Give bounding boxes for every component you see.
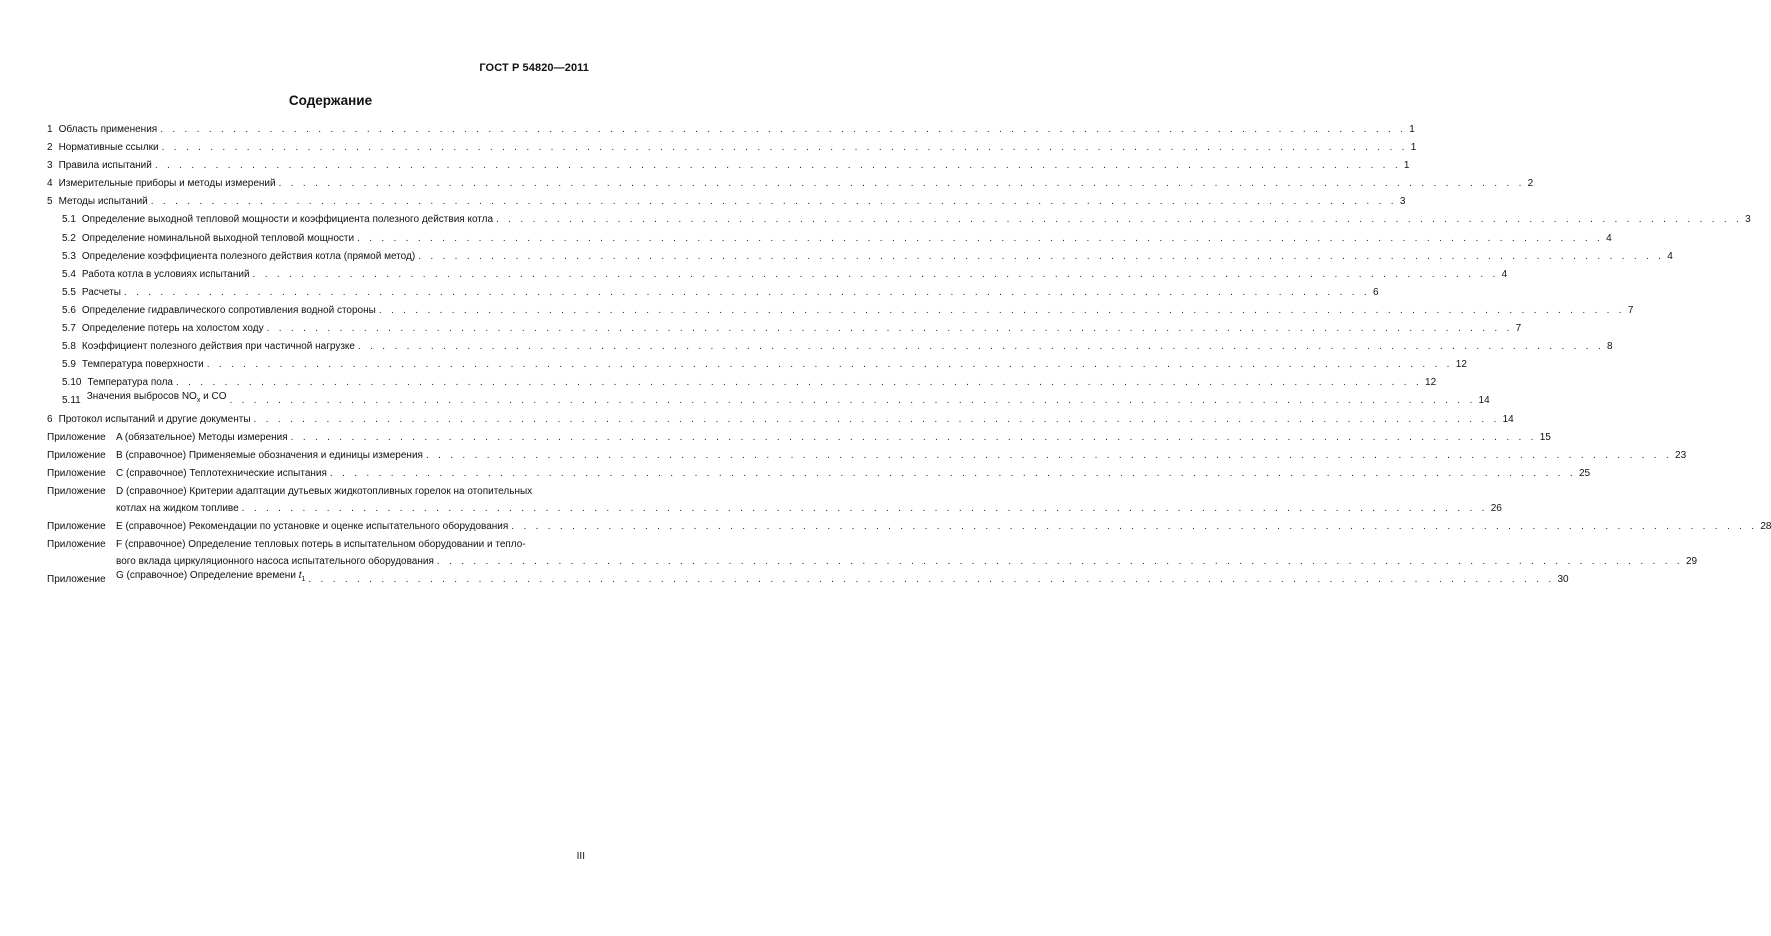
toc-entry-number: 2 [47,142,53,154]
table-of-contents [47,124,1771,592]
toc-entry[interactable] [47,250,1673,263]
appendix-entry[interactable] [47,431,1551,444]
toc-entry-title: Коэффициент полезного действия при частичной нагрузке [81,341,355,353]
toc-entry-number: 5.9 [62,359,76,371]
toc-entry-number: 5.4 [62,268,76,280]
toc-entry-page: 7 [1627,304,1634,316]
toc-entry-page: 1 [1403,160,1410,172]
toc-entry[interactable] [47,160,1410,172]
appendix-label: Приложение [47,431,106,443]
appendix-page: 29 [1685,556,1698,568]
toc-entry-title: Область применения [58,124,158,135]
toc-entry-number: 6 [47,413,53,425]
toc-entry-number: 5.8 [62,341,76,353]
dot-leader [437,556,1683,568]
toc-entry-title: Протокол испытаний и другие документы [58,413,251,425]
toc-entry-page: 4 [1667,250,1673,262]
appendix-label: Приложение [47,539,106,551]
toc-entry-number: 5 [47,196,53,208]
document-code: ГОСТ Р 54820—2011 [479,62,589,74]
toc-entry-page: 3 [1399,196,1406,208]
toc-entry-number: 5.3 [62,250,76,262]
toc-entry-title: Определение потерь на холостом ходу [81,323,264,335]
toc-entry-title: Правила испытаний [58,160,152,172]
toc-entry-page: 12 [1425,377,1437,389]
appendix-page: 25 [1578,467,1591,479]
toc-entry-title: Методы испытаний [58,196,148,208]
dot-leader [253,269,1499,281]
page-title: Содержание [288,93,373,108]
dot-leader [279,178,1525,190]
dot-leader [242,503,1488,515]
toc-entry-page: 14 [1502,413,1514,425]
toc-entry-title: Определение выходной тепловой мощности и коэффициента полезного действия котла [81,214,494,226]
toc-entry[interactable] [47,341,1613,353]
appendix-title-continuation: вого вклада циркуляционного насоса испытательного оборудования [116,556,434,568]
appendix-title: A (обязательное) Методы измерения [116,431,288,443]
toc-entry[interactable] [47,124,1415,136]
dot-leader [330,468,1576,480]
toc-entry-title: Определение коэффициента полезного действия котла (прямой метод) [81,250,416,262]
toc-entry-page: 12 [1455,359,1467,371]
toc-entry-page: 8 [1607,341,1613,353]
appendix-label: Приложение [47,520,106,532]
appendix-label: Приложение [47,574,106,586]
appendix-page: 30 [1557,574,1569,586]
appendix-entry[interactable] [47,449,1687,462]
toc-entry-page: 4 [1606,232,1612,244]
toc-entry[interactable] [47,268,1508,281]
dot-leader [418,251,1664,263]
dot-leader [308,574,1554,586]
toc-entry-title: Температура пола [87,377,173,389]
appendix-title: B (справочное) Применяемые обозначения и единицы измерения [116,449,423,461]
toc-entry[interactable] [47,413,1514,426]
toc-entry-title: Определение номинальной выходной тепловой мощности [81,232,355,244]
appendix-entry[interactable] [47,570,1569,586]
toc-entry[interactable] [47,323,1522,335]
toc-entry-number: 5.6 [62,304,76,316]
dot-leader [155,160,1401,172]
toc-entry[interactable] [47,286,1379,299]
toc-entry[interactable] [47,178,1534,190]
appendix-label: Приложение [47,467,106,479]
page-number: III [576,851,585,862]
toc-entry-number: 4 [47,178,53,190]
toc-entry-title: Нормативные ссылки [58,142,159,154]
appendix-page: 26 [1490,502,1502,514]
toc-entry[interactable] [47,196,1406,208]
toc-entry-title: Значения выбросов $NO_x$ и CO [86,391,227,405]
dot-leader [511,521,1757,533]
toc-entry-page: 1 [1409,124,1415,135]
appendix-title-continuation-row [116,503,1502,515]
toc-entry[interactable] [47,304,1634,317]
dot-leader [151,196,1397,208]
toc-entry-number: 3 [47,160,53,172]
dot-leader [267,323,1513,335]
appendix-title-continuation-row [116,556,1697,568]
toc-entry[interactable] [47,142,1417,154]
toc-entry-title: Температура поверхности [81,359,204,371]
dot-leader [358,341,1604,353]
appendix-title-block [116,539,1697,568]
dot-leader [379,305,1625,317]
appendix-title: G (справочное) Определение времени $t_1$ [116,570,306,584]
dot-leader [254,414,1500,426]
toc-entry[interactable] [47,377,1437,389]
dot-leader [124,287,1370,299]
toc-entry[interactable] [47,359,1467,371]
appendix-entry[interactable] [47,467,1591,480]
toc-entry[interactable] [47,214,1751,226]
toc-entry[interactable] [47,391,1490,407]
toc-entry-page: 2 [1527,178,1534,190]
toc-entry-page: 1 [1410,142,1417,154]
appendix-entry[interactable] [47,539,1698,568]
dot-leader [291,432,1537,444]
appendix-page: 23 [1675,449,1687,461]
toc-entry-number: 5.5 [62,286,76,298]
dot-leader [357,233,1603,245]
appendix-title: F (справочное) Определение тепловых потерь в испытательном оборудовании и тепло- [116,539,526,551]
appendix-title: E (справочное) Рекомендации по установке и оценке испытательного оборудования [116,520,509,532]
toc-entry-title: Расчеты [81,286,121,298]
dot-leader [496,214,1742,226]
toc-entry-page: 14 [1478,395,1490,407]
toc-entry[interactable] [47,232,1612,245]
toc-entry-title: Работа котла в условиях испытаний [81,268,250,280]
appendix-title-block [116,486,1502,515]
toc-entry-page: 7 [1515,323,1522,335]
appendix-title: D (справочное) Критерии адаптации дутьевых жидкотопливных горелок на отопительных [116,485,533,497]
toc-entry-number: 1 [47,124,53,135]
toc-entry-title: Измерительные приборы и методы измерений [58,178,276,190]
toc-entry-title: Определение гидравлического сопротивления водной стороны [81,304,376,316]
toc-entry-number: 5.2 [62,232,76,244]
dot-leader [176,377,1422,389]
toc-entry-number: 5.10 [62,377,82,389]
toc-entry-page: 4 [1501,268,1508,280]
toc-entry-number: 5.7 [62,323,76,335]
appendix-entry[interactable] [47,485,1502,515]
toc-entry-number: 5.1 [62,214,76,226]
appendix-label: Приложение [47,449,106,461]
dot-leader [207,359,1453,371]
dot-leader [160,124,1406,136]
toc-entry-number: 5.11 [62,395,81,407]
appendix-entry[interactable] [47,520,1771,533]
dot-leader [162,142,1408,154]
dot-leader [229,395,1475,407]
appendix-title-continuation: котлах на жидком топливе [116,502,239,514]
toc-entry-page: 6 [1372,286,1379,298]
dot-leader [426,450,1672,462]
appendix-page: 15 [1539,431,1551,443]
appendix-label: Приложение [47,485,106,497]
appendix-title: C (справочное) Теплотехнические испытания [116,467,327,479]
appendix-page: 28 [1760,520,1771,532]
toc-entry-page: 3 [1745,214,1751,226]
